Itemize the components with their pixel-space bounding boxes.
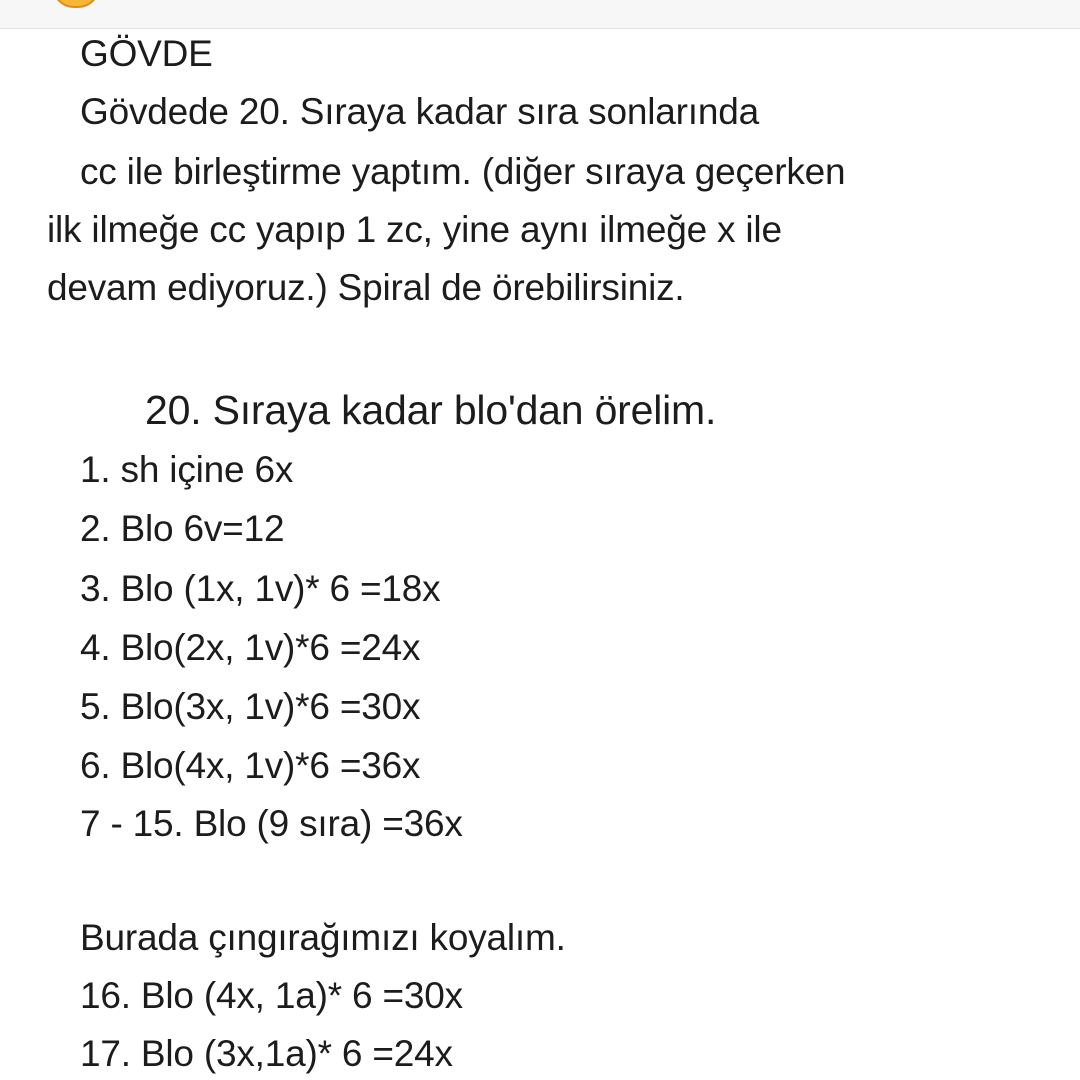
section-title: GÖVDE [80,33,213,74]
rattle-note: Burada çıngırağımızı koyalım. [80,917,566,958]
intro-line-2: cc ile birleştirme yaptım. (diğer sıraya geçerken [80,151,846,192]
row-5: 5. Blo(3x, 1v)*6 =30x [80,686,421,727]
subheading: 20. Sıraya kadar blo'dan örelim. [145,387,717,433]
row-2: 2. Blo 6v=12 [80,508,285,549]
row-17: 17. Blo (3x,1a)* 6 =24x [80,1033,453,1074]
top-bar [0,0,1080,29]
intro-line-1: Gövdede 20. Sıraya kadar sıra sonlarında [80,91,759,132]
row-16: 16. Blo (4x, 1a)* 6 =30x [80,975,463,1016]
row-1: 1. sh içine 6x [80,449,294,490]
intro-line-4: devam ediyoruz.) Spiral de örebilirsiniz. [47,267,685,308]
row-6: 6. Blo(4x, 1v)*6 =36x [80,745,421,786]
row-3: 3. Blo (1x, 1v)* 6 =18x [80,568,441,609]
partial-orange-circle-icon [52,0,100,8]
intro-line-3: ilk ilmeğe cc yapıp 1 zc, yine aynı ilmeğe x ile [47,209,782,250]
row-7-15: 7 - 15. Blo (9 sıra) =36x [80,803,463,844]
row-4: 4. Blo(2x, 1v)*6 =24x [80,627,421,668]
